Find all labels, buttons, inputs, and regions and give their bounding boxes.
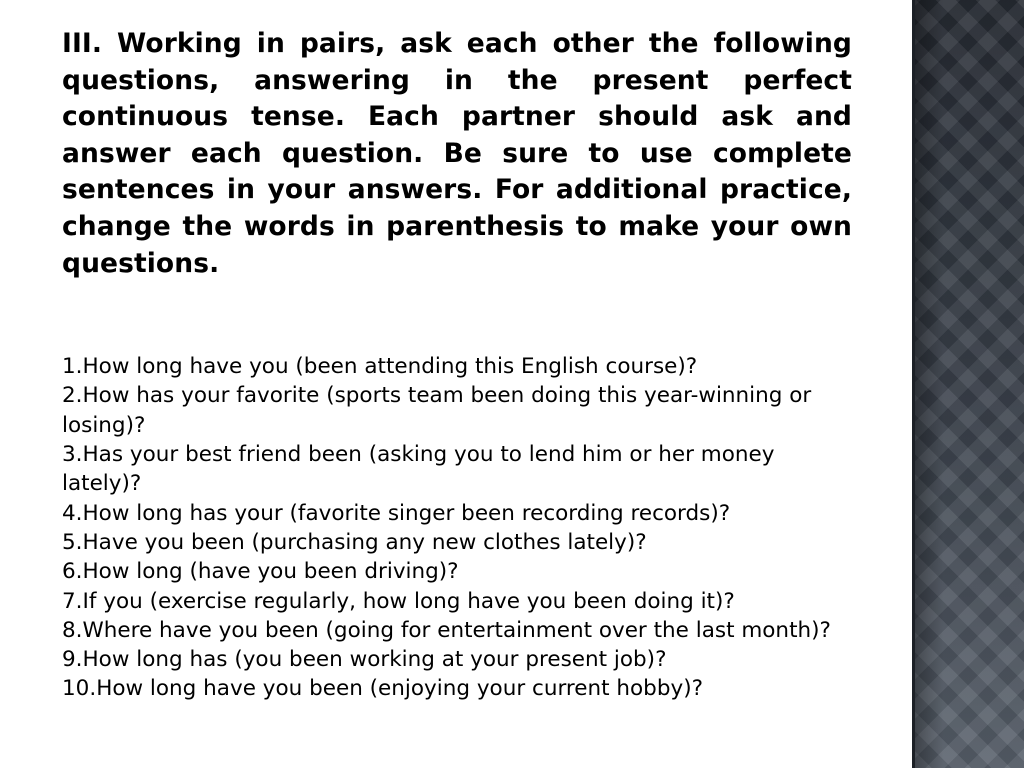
question-item: 10.How long have you been (enjoying your current hobby)? [62, 676, 704, 702]
question-item: 8.Where have you been (going for entertainment over the last month)? [62, 617, 831, 643]
question-item: 9.How long has (you been working at your present job)? [62, 647, 667, 673]
slide-content [62, 26, 852, 704]
question-item: 5.Have you been (purchasing any new clothes lately)? [62, 529, 647, 555]
decorative-side-panel [912, 0, 1024, 768]
question-list [62, 352, 852, 704]
exercise-instructions: III. Working in pairs, ask each other the following questions, answering in the present perfect continuous tense. Each partner should ask and answer each question. Be sure to use complete sentences in your answers. For additional practice, change the words in parenthesis to make your own questions. [62, 28, 852, 279]
question-item: 6.How long (have you been driving)? [62, 559, 459, 585]
question-item: 1.How long have you (been attending this English course)? [62, 354, 698, 380]
question-item: 2.How has your favorite (sports team been doing this year-winning or losing)? [62, 383, 812, 438]
question-item: 7.If you (exercise regularly, how long have you been doing it)? [62, 588, 735, 614]
question-item: 4.How long has your (favorite singer been recording records)? [62, 500, 731, 526]
question-item: 3.Has your best friend been (asking you to lend him or her money lately)? [62, 442, 775, 497]
side-panel-edge [912, 0, 915, 768]
